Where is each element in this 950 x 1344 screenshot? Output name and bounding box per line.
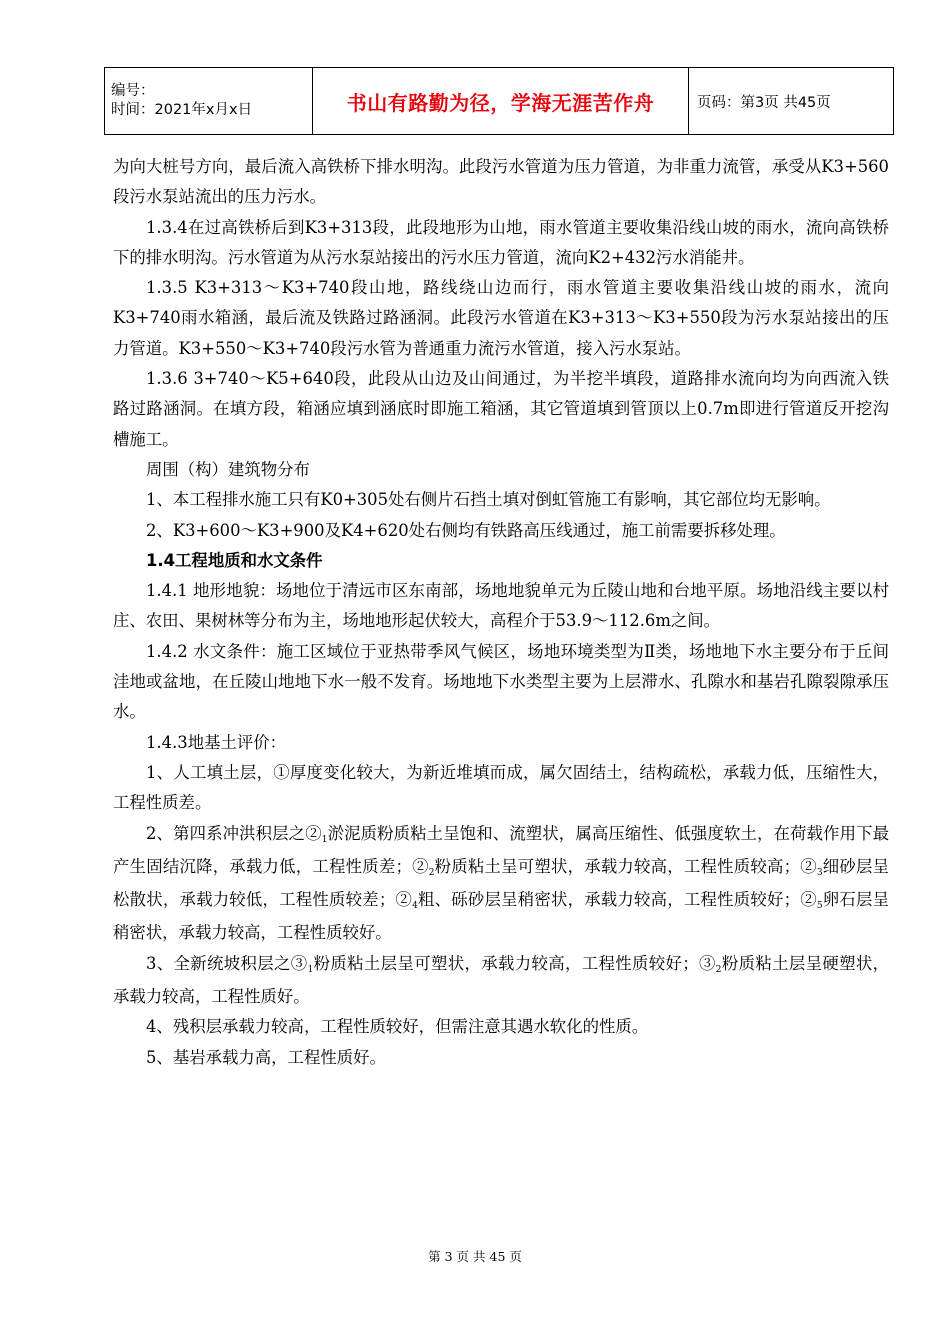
header-page-indicator: 页码：第3页 共45页: [689, 68, 894, 135]
paragraph: 1.3.6 3+740～K5+640段，此段从山边及山间通过，为半挖半填段，道路排水流向均为向西流入铁路过路涵洞。在填方段，箱涵应填到涵底时即施工箱涵，其它管道填到管顶以上0.7m即进行管道反开挖沟槽施工。: [113, 369, 889, 449]
paragraph: 1.4.1 地形地貌：场地位于清远市区东南部，场地地貌单元为丘陵山地和台地平原。场地沿线主要以村庄、农田、果树林等分布为主，场地地形起伏较大，高程介于53.9～112.6m之间。: [113, 581, 889, 631]
paragraph: 1.3.5 K3+313～K3+740段山地，路线绕山边而行，雨水管道主要收集沿线山坡的雨水，流向K3+740雨水箱涵，最后流及铁路过路涵洞。此段污水管道在K3+313～K3+550段为污水泵站接出的压力管道。K3+550～K3+740段污水管为普通重力流污水管道，接入污水泵站。: [113, 278, 889, 358]
paragraph: 1、本工程排水施工只有K0+305处右侧片石挡土填对倒虹管施工有影响，其它部位均无影响。: [146, 490, 831, 510]
paragraph-slope-layers: 3、全新统坡积层之③1粉质粘土层呈可塑状，承载力较高，工程性质较好；③2粉质粘土层呈硬塑状，承载力较高，工程性质好。: [113, 953, 890, 1007]
section-subtitle: 周围（构）建筑物分布: [146, 459, 310, 479]
section-heading: 1.4工程地质和水文条件: [146, 550, 323, 570]
paragraph: 1.3.4在过高铁桥后到K3+313段，此段地形为山地，雨水管道主要收集沿线山坡的雨水，流向高铁桥下的排水明沟。污水管道为从污水泵站接出的污水压力管道，流向K2+432污水消能井。: [113, 217, 889, 267]
footer-total-pages: 45: [489, 1249, 506, 1264]
doc-date-label: 时间：2021年x月x日: [111, 102, 253, 118]
paragraph: 2、K3+600～K3+900及K4+620处右侧均有铁路高压线通过，施工前需要拆移处理。: [146, 520, 786, 540]
header-motto: 书山有路勤为径，学海无涯苦作舟: [313, 68, 689, 135]
paragraph: 5、基岩承载力高，工程性质好。: [146, 1047, 386, 1067]
paragraph: 4、残积层承载力较高，工程性质较好，但需注意其遇水软化的性质。: [146, 1017, 649, 1037]
paragraph-soil-layers: 2、第四系冲洪积层之②1淤泥质粉质粘土呈饱和、流塑状，属高压缩性、低强度软土，在荷载作用下最产生固结沉降，承载力低，工程性质差；②2粉质粘土呈可塑状，承载力较高，工程性质较高；②3细砂层呈松散状，承载力较低，工程性质较差；②4粗、砾砂层呈稍密状，承载力较高，工程性质较好；②5卵石层呈稍密状，承载力较高，工程性质较好。: [113, 823, 890, 943]
document-body: [113, 152, 889, 1073]
paragraph: 1.4.3地基土评价：: [146, 732, 287, 752]
footer-current-page: 3: [444, 1249, 453, 1264]
page-header-table: [104, 67, 894, 135]
doc-number-label: 编号：: [111, 83, 155, 99]
paragraph: 1、人工填土层，①厚度变化较大，为新近堆填而成，属欠固结土，结构疏松，承载力低，压缩性大，工程性质差。: [113, 762, 889, 813]
paragraph: 为向大桩号方向，最后流入高铁桥下排水明沟。此段污水管道为压力管道，为非重力流管，承受从K3+560段污水泵站流出的压力污水。: [113, 157, 889, 207]
header-meta-cell: [105, 68, 313, 135]
page-footer: 第 3 页 共 45 页: [428, 1249, 522, 1264]
paragraph: 1.4.2 水文条件：施工区域位于亚热带季风气候区，场地环境类型为Ⅱ类，场地地下水主要分布于丘间洼地或盆地，在丘陵山地地下水一般不发育。场地地下水类型主要为上层滞水、孔隙水和基岩孔隙裂隙承压水。: [113, 641, 889, 722]
